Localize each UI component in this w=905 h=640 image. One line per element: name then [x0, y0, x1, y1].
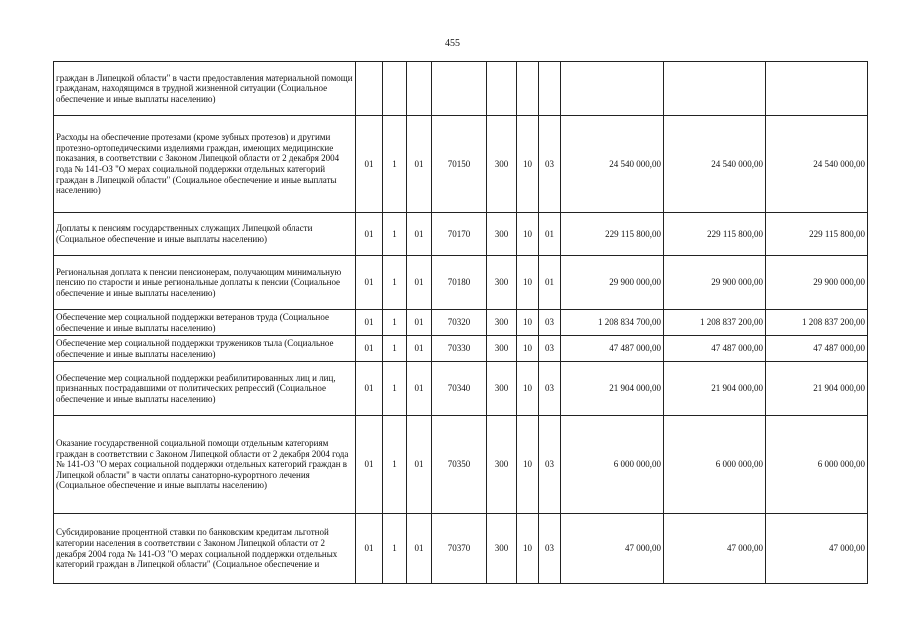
table-row	[54, 362, 868, 416]
target-item-code: 70340	[432, 362, 487, 416]
target-item-code: 70330	[432, 336, 487, 362]
code-2: 1	[383, 336, 407, 362]
subsection-code: 03	[539, 514, 561, 584]
code-1: 01	[356, 362, 383, 416]
section-code: 10	[517, 116, 539, 213]
code-2: 1	[383, 362, 407, 416]
target-item-code: 70150	[432, 116, 487, 213]
amount-year-3: 229 115 800,00	[766, 213, 868, 256]
row-description: Обеспечение мер социальной поддержки тружеников тыла (Социальное обеспечение и иные выплаты населению)	[54, 336, 356, 362]
row-description: граждан в Липецкой области" в части предоставления материальной помощи гражданам, находящимся в трудной жизненной ситуации (Социальное обеспечение и иные выплаты населению)	[54, 62, 356, 116]
row-description: Оказание государственной социальной помощи отдельным категориям граждан в соответствии с Законом Липецкой области от 2 декабря 2004 года № 141-ОЗ "О мерах социальной поддержки отдельных категорий граждан в Липецкой области" в части оплаты санаторно-курортного лечения (Социальное обеспечение и иные выплаты населению)	[54, 416, 356, 514]
code-2: 1	[383, 213, 407, 256]
code-2	[383, 62, 407, 116]
table-row	[54, 336, 868, 362]
amount-year-1: 47 000,00	[561, 514, 664, 584]
code-1: 01	[356, 336, 383, 362]
amount-year-1: 24 540 000,00	[561, 116, 664, 213]
expense-type-code: 300	[487, 416, 517, 514]
section-code: 10	[517, 310, 539, 336]
table-body	[54, 62, 868, 584]
expense-type-code: 300	[487, 362, 517, 416]
amount-year-2: 24 540 000,00	[664, 116, 766, 213]
code-3: 01	[407, 116, 432, 213]
code-3: 01	[407, 514, 432, 584]
expense-type-code: 300	[487, 116, 517, 213]
code-1: 01	[356, 213, 383, 256]
amount-year-2: 47 000,00	[664, 514, 766, 584]
amount-year-3: 29 900 000,00	[766, 256, 868, 310]
code-1: 01	[356, 514, 383, 584]
table-row	[54, 256, 868, 310]
section-code: 10	[517, 213, 539, 256]
table-row	[54, 62, 868, 116]
subsection-code: 03	[539, 116, 561, 213]
target-item-code: 70170	[432, 213, 487, 256]
amount-year-2: 6 000 000,00	[664, 416, 766, 514]
amount-year-2: 21 904 000,00	[664, 362, 766, 416]
amount-year-1: 1 208 834 700,00	[561, 310, 664, 336]
section-code: 10	[517, 336, 539, 362]
code-3: 01	[407, 310, 432, 336]
code-2: 1	[383, 416, 407, 514]
subsection-code: 03	[539, 362, 561, 416]
expense-type-code: 300	[487, 336, 517, 362]
amount-year-1	[561, 62, 664, 116]
code-2: 1	[383, 256, 407, 310]
code-3: 01	[407, 256, 432, 310]
amount-year-1: 29 900 000,00	[561, 256, 664, 310]
table-row	[54, 116, 868, 213]
table-row	[54, 416, 868, 514]
table-row	[54, 213, 868, 256]
target-item-code: 70370	[432, 514, 487, 584]
code-2: 1	[383, 116, 407, 213]
target-item-code: 70180	[432, 256, 487, 310]
amount-year-3: 21 904 000,00	[766, 362, 868, 416]
subsection-code: 01	[539, 213, 561, 256]
code-2: 1	[383, 310, 407, 336]
amount-year-3	[766, 62, 868, 116]
target-item-code	[432, 62, 487, 116]
amount-year-1: 21 904 000,00	[561, 362, 664, 416]
section-code: 10	[517, 514, 539, 584]
target-item-code: 70350	[432, 416, 487, 514]
row-description: Региональная доплата к пенсии пенсионерам, получающим минимальную пенсию по старости и иные региональные доплаты к пенсии (Социальное обеспечение и иные выплаты населению)	[54, 256, 356, 310]
subsection-code: 03	[539, 336, 561, 362]
row-description: Расходы на обеспечение протезами (кроме зубных протезов) и другими протезно-ортопедическими изделиями граждан, имеющих медицинские показания, в соответствии с Законом Липецкой области от 2 декабря 2004 года № 141-ОЗ "О мерах социальной поддержки отдельных категорий граждан в Липецкой области" (Социальное обеспечение и иные выплаты населению)	[54, 116, 356, 213]
code-1: 01	[356, 256, 383, 310]
amount-year-2: 29 900 000,00	[664, 256, 766, 310]
table-row	[54, 514, 868, 584]
amount-year-3: 24 540 000,00	[766, 116, 868, 213]
amount-year-1: 229 115 800,00	[561, 213, 664, 256]
section-code: 10	[517, 416, 539, 514]
budget-table	[53, 61, 868, 584]
code-3: 01	[407, 416, 432, 514]
code-3: 01	[407, 213, 432, 256]
expense-type-code: 300	[487, 213, 517, 256]
section-code: 10	[517, 362, 539, 416]
code-3: 01	[407, 336, 432, 362]
row-description: Доплаты к пенсиям государственных служащих Липецкой области (Социальное обеспечение и иные выплаты населению)	[54, 213, 356, 256]
amount-year-3: 6 000 000,00	[766, 416, 868, 514]
code-1	[356, 62, 383, 116]
target-item-code: 70320	[432, 310, 487, 336]
subsection-code: 03	[539, 310, 561, 336]
subsection-code	[539, 62, 561, 116]
expense-type-code	[487, 62, 517, 116]
code-1: 01	[356, 116, 383, 213]
code-3: 01	[407, 362, 432, 416]
expense-type-code: 300	[487, 256, 517, 310]
expense-type-code: 300	[487, 310, 517, 336]
expense-type-code: 300	[487, 514, 517, 584]
code-2: 1	[383, 514, 407, 584]
section-code	[517, 62, 539, 116]
row-description: Субсидирование процентной ставки по банковским кредитам льготной категории населения в соответствии с Законом Липецкой области от 2 декабря 2004 года № 141-ОЗ "О мерах социальной поддержки отдельных категорий граждан в Липецкой области" (Социальное обеспечение и	[54, 514, 356, 584]
amount-year-2: 1 208 837 200,00	[664, 310, 766, 336]
subsection-code: 01	[539, 256, 561, 310]
row-description: Обеспечение мер социальной поддержки ветеранов труда (Социальное обеспечение и иные выплаты населению)	[54, 310, 356, 336]
code-1: 01	[356, 310, 383, 336]
amount-year-3: 47 487 000,00	[766, 336, 868, 362]
amount-year-3: 1 208 837 200,00	[766, 310, 868, 336]
amount-year-2: 229 115 800,00	[664, 213, 766, 256]
amount-year-2: 47 487 000,00	[664, 336, 766, 362]
code-1: 01	[356, 416, 383, 514]
page-number: 455	[445, 38, 460, 49]
amount-year-1: 47 487 000,00	[561, 336, 664, 362]
subsection-code: 03	[539, 416, 561, 514]
amount-year-3: 47 000,00	[766, 514, 868, 584]
code-3	[407, 62, 432, 116]
table-row	[54, 310, 868, 336]
row-description: Обеспечение мер социальной поддержки реабилитированных лиц и лиц, признанных пострадавшими от политических репрессий (Социальное обеспечение и иные выплаты населению)	[54, 362, 356, 416]
amount-year-2	[664, 62, 766, 116]
section-code: 10	[517, 256, 539, 310]
amount-year-1: 6 000 000,00	[561, 416, 664, 514]
